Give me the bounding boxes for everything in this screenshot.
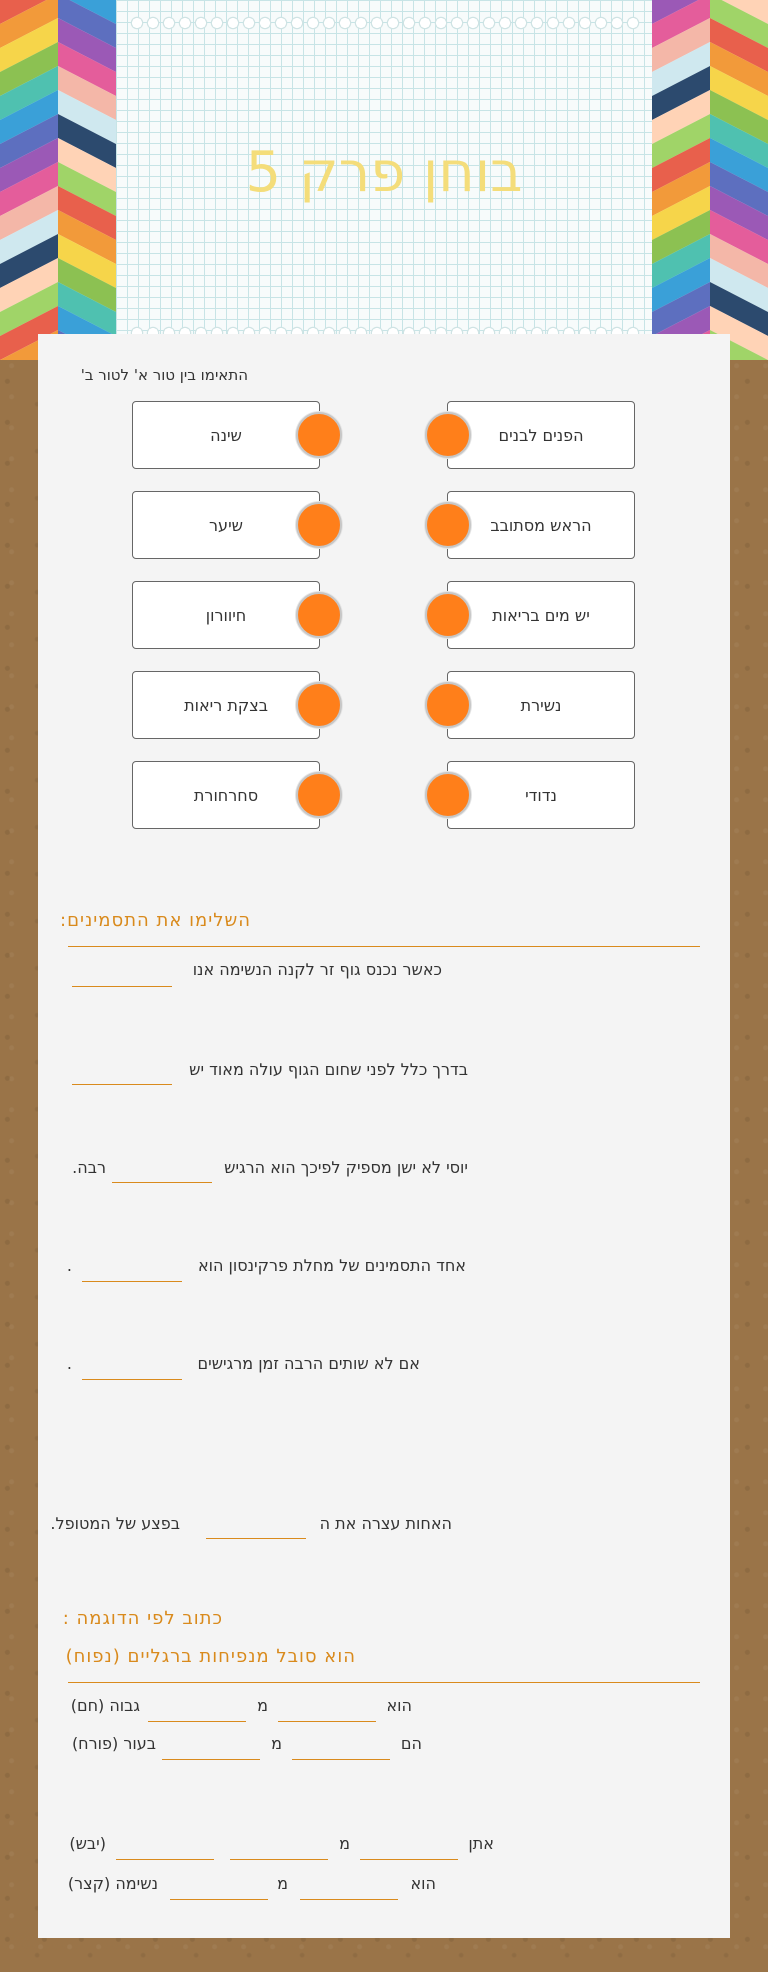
example-section-title: כתוב לפי הדוגמה :: [62, 1608, 223, 1629]
match-item-b2[interactable]: שיער: [132, 491, 320, 559]
sentence-4: אחד התסמינים של מחלת פרקינסון הוא: [197, 1256, 466, 1275]
example-sentence: הוא סובל מנפיחות ברגליים (נפוח): [65, 1646, 356, 1667]
match-dot-a5[interactable]: [425, 772, 471, 818]
blank-2[interactable]: [72, 1059, 172, 1085]
notebook-holes-top: [130, 16, 640, 30]
sentence-3: יוסי לא ישן מספיק לפיכך הוא הרגיש: [224, 1158, 468, 1177]
blank-4[interactable]: [82, 1256, 182, 1282]
row3-pronoun: אתן: [468, 1834, 494, 1853]
sentence-6: האחות עצרה את ה: [319, 1514, 452, 1533]
blank-6[interactable]: [206, 1513, 306, 1539]
blank-3[interactable]: [112, 1157, 212, 1183]
match-dot-b2[interactable]: [296, 502, 342, 548]
match-dot-b3[interactable]: [296, 592, 342, 638]
row3-blank-2[interactable]: [230, 1834, 328, 1860]
match-item-b3[interactable]: חיוורון: [132, 581, 320, 649]
match-dot-b1[interactable]: [296, 412, 342, 458]
match-item-a2[interactable]: הראש מסתובב: [447, 491, 635, 559]
match-dot-a1[interactable]: [425, 412, 471, 458]
header-banner: [0, 0, 768, 360]
row1-blank-1[interactable]: [278, 1696, 376, 1722]
match-item-a1[interactable]: הפנים לבנים: [447, 401, 635, 469]
match-item-b4[interactable]: בצקת ריאות: [132, 671, 320, 739]
example-divider: [68, 1682, 700, 1683]
row2-word: בעור (פורח): [71, 1734, 156, 1753]
row2-blank-2[interactable]: [162, 1734, 260, 1760]
blank-5[interactable]: [82, 1354, 182, 1380]
match-dot-b5[interactable]: [296, 772, 342, 818]
row3-mem: מ: [339, 1834, 350, 1853]
row1-word: גבוה (חם): [70, 1696, 140, 1715]
row3-word: (יבש): [69, 1834, 106, 1853]
match-item-a3[interactable]: יש מים בריאות: [447, 581, 635, 649]
match-dot-a4[interactable]: [425, 682, 471, 728]
match-dot-b4[interactable]: [296, 682, 342, 728]
page-title: בוחן פרק 5: [245, 140, 523, 205]
blank-1[interactable]: [72, 961, 172, 987]
row1-blank-2[interactable]: [148, 1696, 246, 1722]
row1-mem: מ: [257, 1696, 268, 1715]
row2-blank-1[interactable]: [292, 1734, 390, 1760]
row3-blank-1[interactable]: [360, 1834, 458, 1860]
fill-section-title: השלימו את התסמינים:: [60, 910, 251, 931]
row4-pronoun: הוא: [410, 1874, 436, 1893]
section-divider: [68, 946, 700, 947]
sentence-5-end: .: [66, 1354, 72, 1373]
sentence-2: בדרך כלל לפני שחום הגוף עולה מאוד יש: [189, 1060, 468, 1079]
row2-mem: מ: [271, 1734, 282, 1753]
row2-pronoun: הם: [400, 1734, 422, 1753]
sentence-4-end: .: [66, 1256, 72, 1275]
sentence-6-end: בפצע של המטופל.: [50, 1514, 180, 1533]
left-chevron-stripes: [0, 0, 116, 360]
match-dot-a3[interactable]: [425, 592, 471, 638]
match-item-b1[interactable]: שינה: [132, 401, 320, 469]
row1-pronoun: הוא: [386, 1696, 412, 1715]
row4-mem: מ: [277, 1874, 288, 1893]
match-item-a4[interactable]: נשירת: [447, 671, 635, 739]
sentence-5: אם לא שותים הרבה זמן מרגישים: [197, 1354, 420, 1373]
row4-blank-1[interactable]: [300, 1874, 398, 1900]
worksheet: [38, 334, 730, 1938]
row4-blank-2[interactable]: [170, 1874, 268, 1900]
sentence-3-end: רבה.: [72, 1158, 106, 1177]
right-chevron-stripes: [652, 0, 768, 360]
row3-blank-3[interactable]: [116, 1834, 214, 1860]
match-dot-a2[interactable]: [425, 502, 471, 548]
match-item-a5[interactable]: נדודי: [447, 761, 635, 829]
match-item-b5[interactable]: סחרחורת: [132, 761, 320, 829]
row4-word: נשימה (קצר): [67, 1874, 158, 1893]
matching-instruction: התאימו בין טור א' לטור ב': [80, 366, 248, 384]
sentence-1: כאשר נכנס גוף זר לקנה הנשימה אנו: [192, 960, 442, 979]
